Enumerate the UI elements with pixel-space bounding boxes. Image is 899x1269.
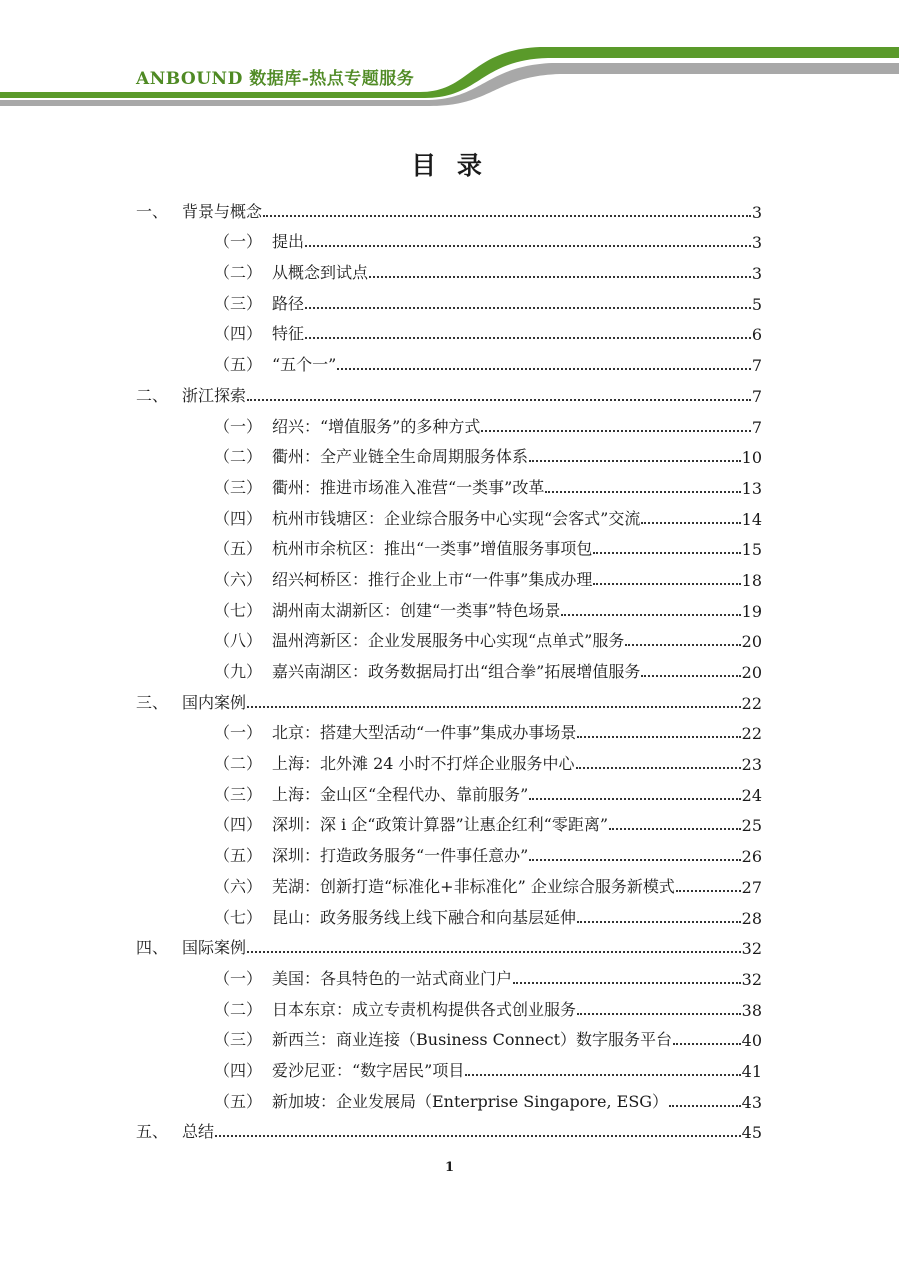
toc-entry-title: 衢州：推进市场准入准营“一类事”改革 xyxy=(272,477,545,497)
toc-entry-page: 3 xyxy=(751,233,762,253)
toc-entry-title: 国际案例 xyxy=(182,938,247,958)
toc-entry-title: 芜湖：创新打造“标准化+非标准化” 企业综合服务新模式 xyxy=(272,876,675,896)
toc-entry[interactable] xyxy=(136,713,762,744)
toc-entry-title: 上海：金山区“全程代办、靠前服务” xyxy=(272,784,529,804)
toc-entry-number: （四） xyxy=(214,1060,263,1080)
toc-entry-number: 五、 xyxy=(136,1122,169,1142)
toc-entry[interactable] xyxy=(136,559,762,590)
toc-dot-leader xyxy=(465,1074,740,1076)
toc-entry[interactable] xyxy=(136,283,762,314)
toc-dot-leader xyxy=(529,460,741,462)
toc-entry-title: 国内案例 xyxy=(182,692,247,712)
toc-entry[interactable] xyxy=(136,252,762,283)
toc-entry[interactable] xyxy=(136,529,762,560)
toc-dot-leader xyxy=(337,368,750,370)
toc-entry-title: 绍兴：“增值服务”的多种方式 xyxy=(272,416,481,436)
toc-dot-leader xyxy=(577,1013,741,1015)
toc-entry[interactable] xyxy=(136,1112,762,1143)
toc-entry[interactable] xyxy=(136,805,762,836)
toc-entry-title: 总结 xyxy=(182,1122,215,1142)
toc-entry-title: 杭州市钱塘区：企业综合服务中心实现“会客式”交流 xyxy=(272,508,641,528)
toc-entry[interactable] xyxy=(136,743,762,774)
toc-entry-page: 7 xyxy=(751,356,762,376)
toc-entry-number: （六） xyxy=(214,876,263,896)
toc-entry-title: 嘉兴南湖区：政务数据局打出“组合拳”拓展增值服务 xyxy=(272,662,641,681)
toc-dot-leader xyxy=(593,552,740,554)
toc-entry-number: （二） xyxy=(214,754,263,774)
toc-entry-number: （八） xyxy=(214,631,263,651)
toc-entry-number: （五） xyxy=(214,846,263,866)
toc-entry-page: 40 xyxy=(741,1031,762,1051)
toc-entry-number: （七） xyxy=(214,907,263,927)
toc-entry-page: 28 xyxy=(741,908,762,928)
toc-entry-page: 32 xyxy=(741,939,762,959)
toc-entry[interactable] xyxy=(136,590,762,621)
toc-dot-leader xyxy=(529,798,740,800)
toc-dot-leader xyxy=(625,644,740,646)
toc-entry-page: 15 xyxy=(741,540,762,560)
toc-dot-leader xyxy=(576,767,741,769)
toc-entry[interactable] xyxy=(136,928,762,959)
toc-entry[interactable] xyxy=(136,222,762,253)
toc-dot-leader xyxy=(215,1135,741,1137)
toc-entry-number: 三、 xyxy=(136,692,169,712)
toc-entry[interactable] xyxy=(136,314,762,345)
toc-entry[interactable] xyxy=(136,866,762,897)
toc-entry-number: （七） xyxy=(214,600,263,620)
toc-entry-page: 5 xyxy=(751,294,762,314)
toc-entry[interactable] xyxy=(136,498,762,529)
toc-entry-title: 浙江探索 xyxy=(182,385,247,405)
toc-entry[interactable] xyxy=(136,344,762,375)
toc-entry-number: （九） xyxy=(214,662,263,681)
toc-entry-number: （四） xyxy=(214,508,263,528)
toc-dot-leader xyxy=(545,491,740,493)
toc-entry-title: 背景与概念 xyxy=(182,201,263,221)
toc-entry-number: （三） xyxy=(214,477,263,497)
toc-entry-number: （二） xyxy=(214,999,263,1019)
toc-entry-title: 昆山：政务服务线上线下融合和向基层延伸 xyxy=(272,907,577,927)
toc-entry-page: 19 xyxy=(741,601,762,621)
toc-dot-leader xyxy=(641,522,740,524)
toc-entry-number: （三） xyxy=(214,293,263,313)
toc-entry-page: 24 xyxy=(741,785,762,805)
toc-entry-title: 提出 xyxy=(272,232,305,252)
toc-dot-leader xyxy=(673,1043,741,1045)
toc-entry-page: 32 xyxy=(741,969,762,989)
toc-entry-page: 27 xyxy=(741,877,762,897)
toc-entry-page: 41 xyxy=(741,1061,762,1081)
toc-entry-page: 3 xyxy=(751,202,762,222)
toc-entry-title: 新西兰：商业连接（Business Connect）数字服务平台 xyxy=(272,1030,673,1050)
toc-entry-page: 26 xyxy=(741,847,762,867)
toc-entry-number: 四、 xyxy=(136,938,169,958)
toc-entry-page: 14 xyxy=(741,509,762,529)
toc-entry-title: 爱沙尼亚：“数字居民”项目 xyxy=(272,1060,465,1080)
toc-entry-title: 深圳：打造政务服务“一件事任意办” xyxy=(272,846,529,866)
toc-entry-number: （五） xyxy=(214,355,263,375)
toc-entry-page: 18 xyxy=(741,570,762,590)
toc-entry[interactable] xyxy=(136,1050,762,1081)
toc-entry-title: 日本东京：成立专责机构提供各式创业服务 xyxy=(272,999,577,1019)
toc-entry-number: （一） xyxy=(214,232,263,252)
toc-entry-title: 特征 xyxy=(272,324,305,344)
toc-dot-leader xyxy=(593,583,740,585)
toc-entry-title: 新加坡：企业发展局（Enterprise Singapore, ESG） xyxy=(272,1091,669,1111)
toc-entry[interactable] xyxy=(136,1081,762,1112)
toc-entry-page: 22 xyxy=(741,724,762,744)
toc-entry[interactable] xyxy=(136,406,762,437)
toc-dot-leader xyxy=(247,706,741,708)
toc-dot-leader xyxy=(481,430,750,432)
toc-entry[interactable] xyxy=(136,437,762,468)
toc-entry[interactable] xyxy=(136,682,762,713)
toc-dot-leader xyxy=(305,245,751,247)
toc-dot-leader xyxy=(513,982,741,984)
toc-entry-title: 北京：搭建大型活动“一件事”集成办事场景 xyxy=(272,723,577,743)
toc-entry-page: 7 xyxy=(751,417,762,437)
toc-entry-title: 从概念到试点 xyxy=(272,263,369,283)
toc-entry-page: 22 xyxy=(741,693,762,713)
toc-entry-title: 深圳：深 i 企“政策计算器”让惠企红利“零距离” xyxy=(272,815,609,835)
toc-entry[interactable] xyxy=(136,897,762,928)
table-of-contents xyxy=(136,191,762,1142)
toc-entry-title: 杭州市余杭区：推出“一类事”增值服务事项包 xyxy=(272,539,593,559)
toc-entry-number: （四） xyxy=(214,815,263,835)
toc-entry-page: 43 xyxy=(741,1092,762,1112)
toc-dot-leader xyxy=(305,337,751,339)
toc-dot-leader xyxy=(641,675,740,677)
toc-entry-number: （六） xyxy=(214,569,263,589)
toc-entry-title: 美国：各具特色的一站式商业门户 xyxy=(272,968,513,988)
toc-entry-page: 6 xyxy=(751,325,762,345)
toc-entry[interactable] xyxy=(136,467,762,498)
toc-entry[interactable] xyxy=(136,191,762,222)
toc-dot-leader xyxy=(247,951,741,953)
toc-entry[interactable] xyxy=(136,989,762,1020)
toc-entry[interactable] xyxy=(136,1020,762,1051)
toc-entry-page: 25 xyxy=(741,816,762,836)
toc-entry-number: （二） xyxy=(214,263,263,283)
toc-dot-leader xyxy=(561,614,740,616)
toc-entry-title: 路径 xyxy=(272,293,305,313)
toc-entry-page: 23 xyxy=(741,755,762,775)
toc-entry-number: 二、 xyxy=(136,385,169,405)
toc-dot-leader xyxy=(263,215,751,217)
toc-entry[interactable] xyxy=(136,621,762,652)
toc-dot-leader xyxy=(676,890,741,892)
toc-entry-title: 温州湾新区：企业发展服务中心实现“点单式”服务 xyxy=(272,631,625,651)
toc-entry-page: 45 xyxy=(741,1123,762,1143)
toc-dot-leader xyxy=(609,828,741,830)
toc-entry-title: 湖州南太湖新区：创建“一类事”特色场景 xyxy=(272,600,561,620)
toc-entry-title: 上海：北外滩 24 小时不打烊企业服务中心 xyxy=(272,754,575,774)
toc-dot-leader xyxy=(529,859,740,861)
header-title: ANBOUND 数据库-热点专题服务 xyxy=(136,69,415,89)
toc-dot-leader xyxy=(577,736,740,738)
toc-entry-title: 衢州：全产业链全生命周期服务体系 xyxy=(272,447,529,467)
toc-entry-number: （一） xyxy=(214,723,263,743)
page-number: 1 xyxy=(444,1160,455,1175)
toc-heading: 目 录 xyxy=(411,151,488,180)
toc-dot-leader xyxy=(247,399,751,401)
toc-entry-number: （五） xyxy=(214,539,263,559)
toc-dot-leader xyxy=(305,307,751,309)
toc-entry-page: 7 xyxy=(751,386,762,406)
toc-entry-page: 3 xyxy=(751,264,762,284)
toc-entry-number: （三） xyxy=(214,784,263,804)
toc-entry-page: 10 xyxy=(741,448,762,468)
toc-entry-page: 13 xyxy=(741,478,762,498)
toc-entry-number: （四） xyxy=(214,324,263,344)
toc-entry-page: 38 xyxy=(741,1000,762,1020)
toc-entry-page: 20 xyxy=(741,632,762,652)
toc-entry-number: （一） xyxy=(214,968,263,988)
toc-dot-leader xyxy=(669,1105,741,1107)
toc-entry[interactable] xyxy=(136,651,762,682)
toc-entry-number: （二） xyxy=(214,447,263,467)
toc-entry-page: 20 xyxy=(741,663,762,682)
toc-entry[interactable] xyxy=(136,958,762,989)
toc-entry-number: （三） xyxy=(214,1030,263,1050)
toc-entry-title: “五个一” xyxy=(272,355,337,375)
toc-entry[interactable] xyxy=(136,835,762,866)
toc-dot-leader xyxy=(369,276,751,278)
toc-entry-number: （一） xyxy=(214,416,263,436)
toc-dot-leader xyxy=(577,921,741,923)
toc-entry[interactable] xyxy=(136,774,762,805)
header-swoosh xyxy=(0,0,899,110)
toc-entry-title: 绍兴柯桥区：推行企业上市“一件事”集成办理 xyxy=(272,569,593,589)
toc-entry-number: （五） xyxy=(214,1091,263,1111)
toc-entry[interactable] xyxy=(136,375,762,406)
toc-entry-number: 一、 xyxy=(136,201,169,221)
